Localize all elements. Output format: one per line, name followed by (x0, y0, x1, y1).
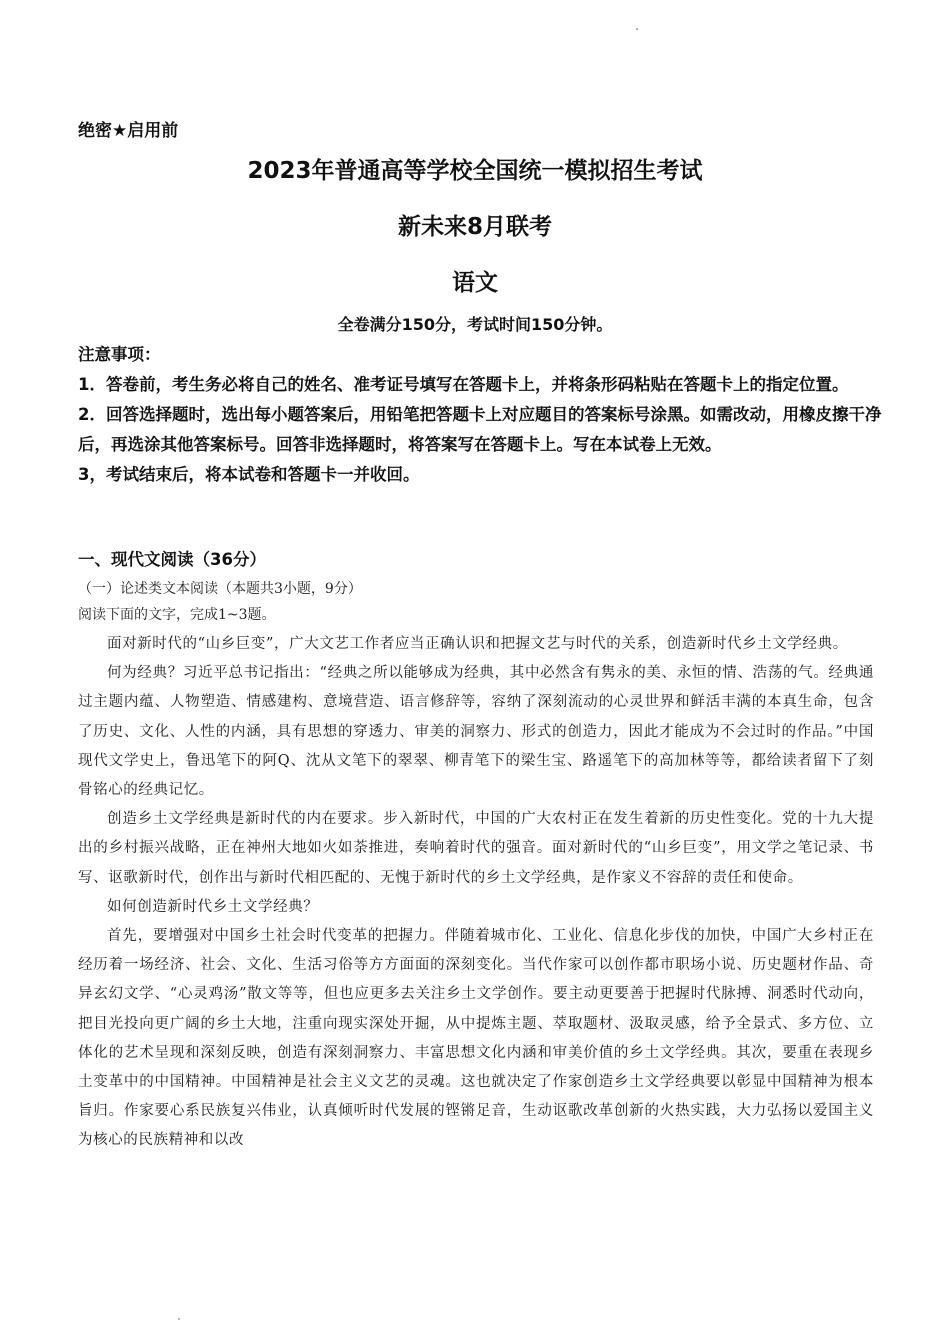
passage-paragraph: 创造乡土文学经典是新时代的内在要求。步入新时代，中国的广大农村正在发生着新的历史性变化。党的十九大提出的乡村振兴战略，正在神州大地如火如荼推进，奏响着时代的强音。面对新时代的“山乡巨变”，用文学之笔记录、书写、讴歌新时代，创作出与新时代相匹配的、无愧于新时代的乡土文学经典，是作家义不容辞的责任和使命。 (78, 811, 874, 886)
scan-dot (178, 1318, 180, 1320)
passage-paragraph: 何为经典？习近平总书记指出：“经典之所以能够成为经典，其中必然含有隽永的美、永恒的情、浩荡的气。经典通过主题内蕴、人物塑造、情感建构、意境营造、语言修辞等，容纳了深刻流动的心灵世界和鲜活丰满的本真生命，包含了历史、文化、人性的内涵，具有思想的穿透力、审美的洞察力、形式的创造力，因此才能成为不会过时的作品。”中国现代文学史上，鲁迅笔下的阿Q、沈从文笔下的翠翠、柳青笔下的梁生宝、路遥笔下的高加林等等，都给读者留下了刻骨铭心的经典记忆。 (78, 665, 874, 799)
note-item: 1．答卷前，考生务必将自己的姓名、准考证号填写在答题卡上，并将条形码粘贴在答题卡上的指定位置。 (78, 375, 849, 394)
section-instruction: 阅读下面的文字，完成1~3题。 (78, 607, 276, 623)
note-item: 2．回答选择题时，选出每小题答案后，用铅笔把答题卡上对应题目的答案标号涂黑。如需改动，用橡皮擦干净后，再选涂其他答案标号。回答非选择题时，将答案写在答题卡上。写在本试卷上无效。 (78, 405, 882, 454)
passage-paragraph: 首先，要增强对中国乡土社会时代变革的把握力。伴随着城市化、工业化、信息化步伐的加快，中国广大乡村正在经历着一场经济、社会、文化、生活习俗等方方面面的深刻变化。当代作家可以创作都市职场小说、历史题材作品、奇异玄幻文学、“心灵鸡汤”散文等等，但也应更多去关注乡土文学创作。要主动更要善于把握时代脉搏、洞悉时代动向，把目光投向更广阔的乡土大地，注重向现实深处开掘，从中提炼主题、萃取题材、汲取灵感，给予全景式、多方位、立体化的艺术呈现和深刻反映，创造有深刻洞察力、丰富思想文化内涵和审美价值的乡土文学经典。其次，要重在表现乡土变革中的中国精神。中国精神是社会主义文艺的灵魂。这也就决定了作家创造乡土文学经典要以彰显中国精神为根本旨归。作家要心系民族复兴伟业，认真倾听时代发展的铿锵足音，生动讴歌改革创新的火热实践，大力弘扬以爱国主义为核心的民族精神和以改 (78, 928, 874, 1149)
note-item: 3，考试结束后，将本试卷和答题卡一并收回。 (78, 465, 420, 484)
score-time-info: 全卷满分150分，考试时间150分钟。 (337, 315, 613, 334)
scan-dot (636, 28, 638, 30)
section-title: 一、现代文阅读（36分） (78, 550, 266, 569)
passage-paragraph: 面对新时代的“山乡巨变”，广大文艺工作者应当正确认识和把握文艺与时代的关系，创造新时代乡土文学经典。 (107, 636, 848, 652)
exam-title: 2023年普通高等学校全国统一模拟招生考试 (247, 158, 703, 184)
notes-heading: 注意事项： (78, 345, 161, 364)
passage-paragraph: 如何创造新时代乡土文学经典？ (107, 898, 319, 915)
exam-name: 新未来8月联考 (397, 214, 552, 240)
subject-title: 语文 (452, 270, 498, 296)
reading-passage (78, 630, 874, 1156)
confidential-label: 绝密★启用前 (78, 121, 179, 141)
section-subtitle: （一）论述类文本阅读（本题共3小题，9分） (78, 581, 362, 597)
notes-block (78, 340, 886, 490)
